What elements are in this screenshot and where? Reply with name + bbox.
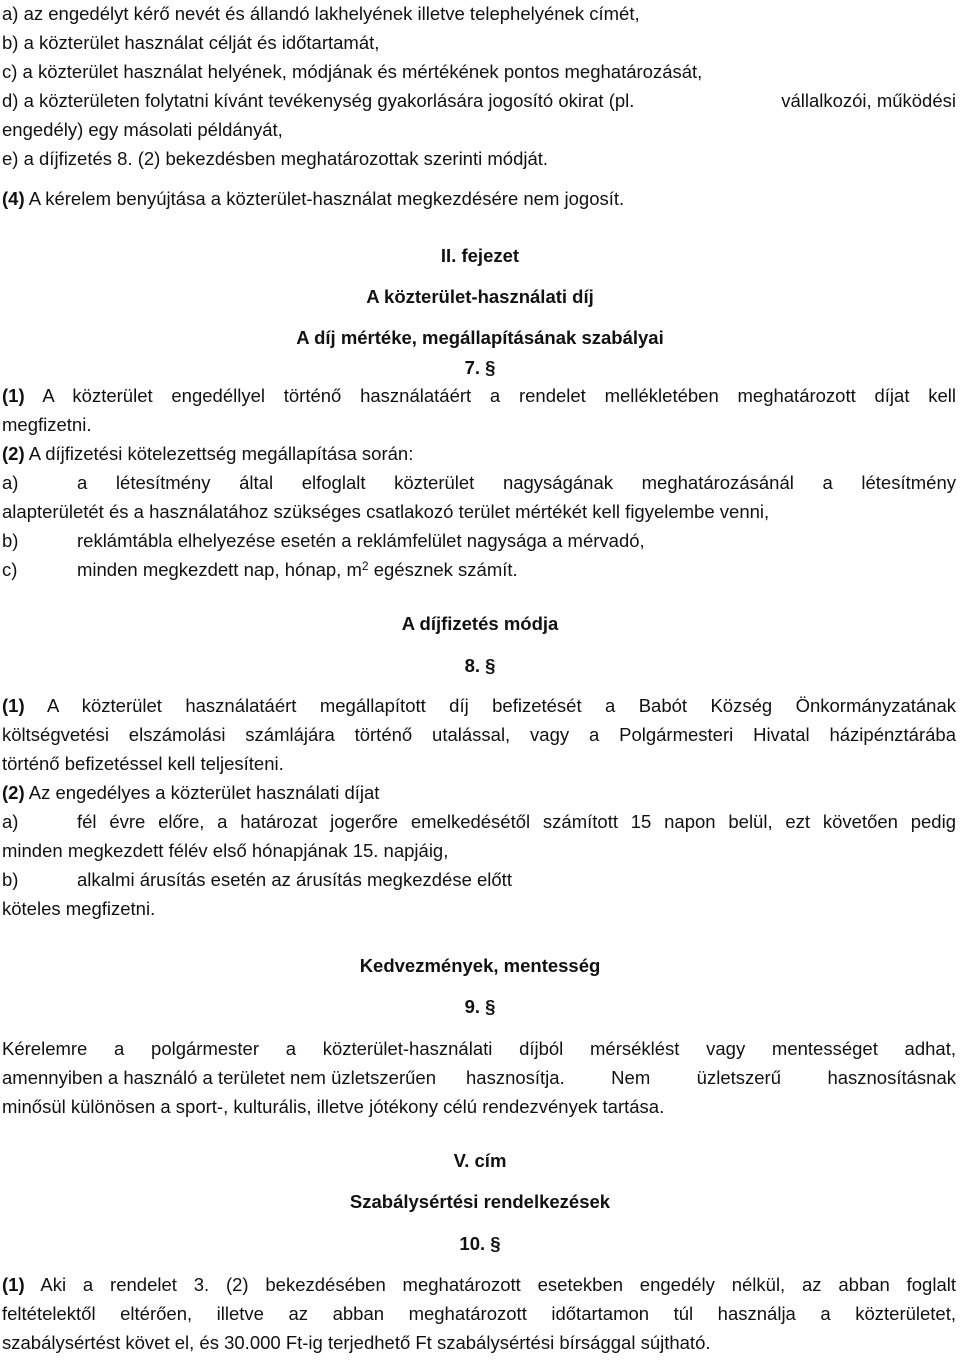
item-text: a létesítmény által elfoglalt közterület nagyságának meghatározásánál a létesítmény [77,472,956,493]
section-9-title: Kedvezmények, mentesség [359,955,601,976]
list-item-c: c) a közterület használat helyének, módjának és mértékének pontos meghatározását, [2,61,703,82]
section-7-heading: 7. § [464,357,496,378]
section-8-paragraph-1-line-3: történő befizetéssel kell teljesíteni. [2,753,284,774]
section-8-title: A díjfizetés módja [401,613,559,634]
list-item-e: e) a díjfizetés 8. (2) bekezdésben meghatározottak szerinti módját. [2,148,549,169]
paragraph-text: A közterület használatáért megállapított díj befizetését a Babót Község Önkormányzatának [24,695,956,716]
superscript: 2 [361,559,369,573]
section-10-paragraph-1 [2,1273,956,1297]
item-text: reklámtábla elhelyezése esetén a reklámfelület nagysága a mérvadó, [77,530,645,551]
section-9-line-3: minősül különösen a sport-, kulturális, illetve jótékony célú rendezvények tartása. [2,1096,665,1117]
section-9-heading: 9. § [464,996,496,1017]
paragraph-text: A díjfizetési kötelezettség megállapítása során: [24,443,414,464]
title-heading: Szabálysértési rendelkezések [349,1191,611,1212]
paragraph-4 [2,187,956,211]
section-9-line-2-text-end: hasznosítja. Nem üzletszerű hasznosításnak [466,1067,956,1088]
list-item-d-text-right: vállalkozói, működési [781,90,956,111]
section-8-item-a [2,810,956,834]
list-item-d-text: d) a közterületen folytatni kívánt tevékenység gyakorlására jogosító okirat (pl. [2,90,635,111]
chapter-number: II. fejezet [440,245,520,266]
section-7-item-a-continued: alapterületét és a használatához szükséges csatlakozó terület mértékét kell figyelembe venni, [2,501,770,522]
title-number: V. cím [453,1150,507,1171]
section-9-line-1: Kérelemre a polgármester a közterület-használati díjból mérséklést vagy mentességet adhat, [2,1038,956,1059]
item-label: c) [2,559,18,580]
paragraph-text: A kérelem benyújtása a közterület-használat megkezdésére nem jogosít. [24,188,625,209]
item-label: a) [2,811,19,832]
section-8-item-b [2,868,956,892]
paragraph-text: Aki a rendelet 3. (2) bekezdésében meghatározott esetekben engedély nélkül, az abban foglalt [24,1274,956,1295]
paragraph-number: (2) [2,782,25,803]
section-10-heading: 10. § [459,1233,501,1254]
section-8-paragraph-2 [2,781,956,805]
item-text: fél évre előre, a határozat jogerőre emelkedésétől számított 15 napon belül, ezt követően pedig [77,811,956,832]
list-item-a: a) az engedélyt kérő nevét és állandó lakhelyének illetve telephelyének címét, [2,3,640,24]
paragraph-number: (1) [2,385,25,406]
item-label: a) [2,472,19,493]
list-item-d-continued: engedély) egy másolati példányát, [2,119,283,140]
section-9-line-2-text: amennyiben a használó a területet nem üzletszerűen [2,1067,436,1088]
section-7-item-c [2,558,956,582]
section-7-item-b [2,529,956,553]
section-10-paragraph-1-line-2: feltételektől eltérően, illetve az abban meghatározott időtartamon túl használja a közterületet, [2,1303,956,1324]
paragraph-number: (4) [2,188,25,209]
list-item-d [2,89,956,113]
section-8-paragraph-1 [2,694,956,718]
paragraph-number: (2) [2,443,25,464]
paragraph-number: (1) [2,695,25,716]
item-label: b) [2,869,19,890]
paragraph-text: A közterület engedéllyel történő használatáért a rendelet mellékletében meghatározott díjat kell [24,385,956,406]
section-7-paragraph-1 [2,384,956,408]
section-subtitle: A díj mértéke, megállapításának szabályai [296,327,664,348]
list-item-b: b) a közterület használat célját és időtartamát, [2,32,380,53]
section-7-item-a [2,471,956,495]
paragraph-text: Az engedélyes a közterület használati díjat [24,782,380,803]
section-10-paragraph-1-line-3: szabálysértést követ el, és 30.000 Ft-ig terjedhető Ft szabálysértési bírsággal sújtható. [2,1332,711,1353]
section-7-paragraph-2 [2,442,956,466]
paragraph-number: (1) [2,1274,25,1295]
chapter-title: A közterület-használati díj [366,286,594,307]
item-text-end: egésznek számít. [368,559,518,580]
section-8-heading: 8. § [464,655,496,676]
section-8-paragraph-1-line-2: költségvetési elszámolási számlájára történő utalással, vagy a Polgármesteri Hivatal házipénztárába [2,724,956,745]
section-8-end: köteles megfizetni. [2,898,156,919]
item-text: minden megkezdett nap, hónap, m [77,559,362,580]
item-label: b) [2,530,19,551]
section-8-item-a-continued: minden megkezdett félév első hónapjának 15. napjáig, [2,840,449,861]
item-text: alkalmi árusítás esetén az árusítás megkezdése előtt [77,869,512,890]
section-9-line-2 [2,1066,956,1090]
section-7-paragraph-1-end: megfizetni. [2,414,92,435]
